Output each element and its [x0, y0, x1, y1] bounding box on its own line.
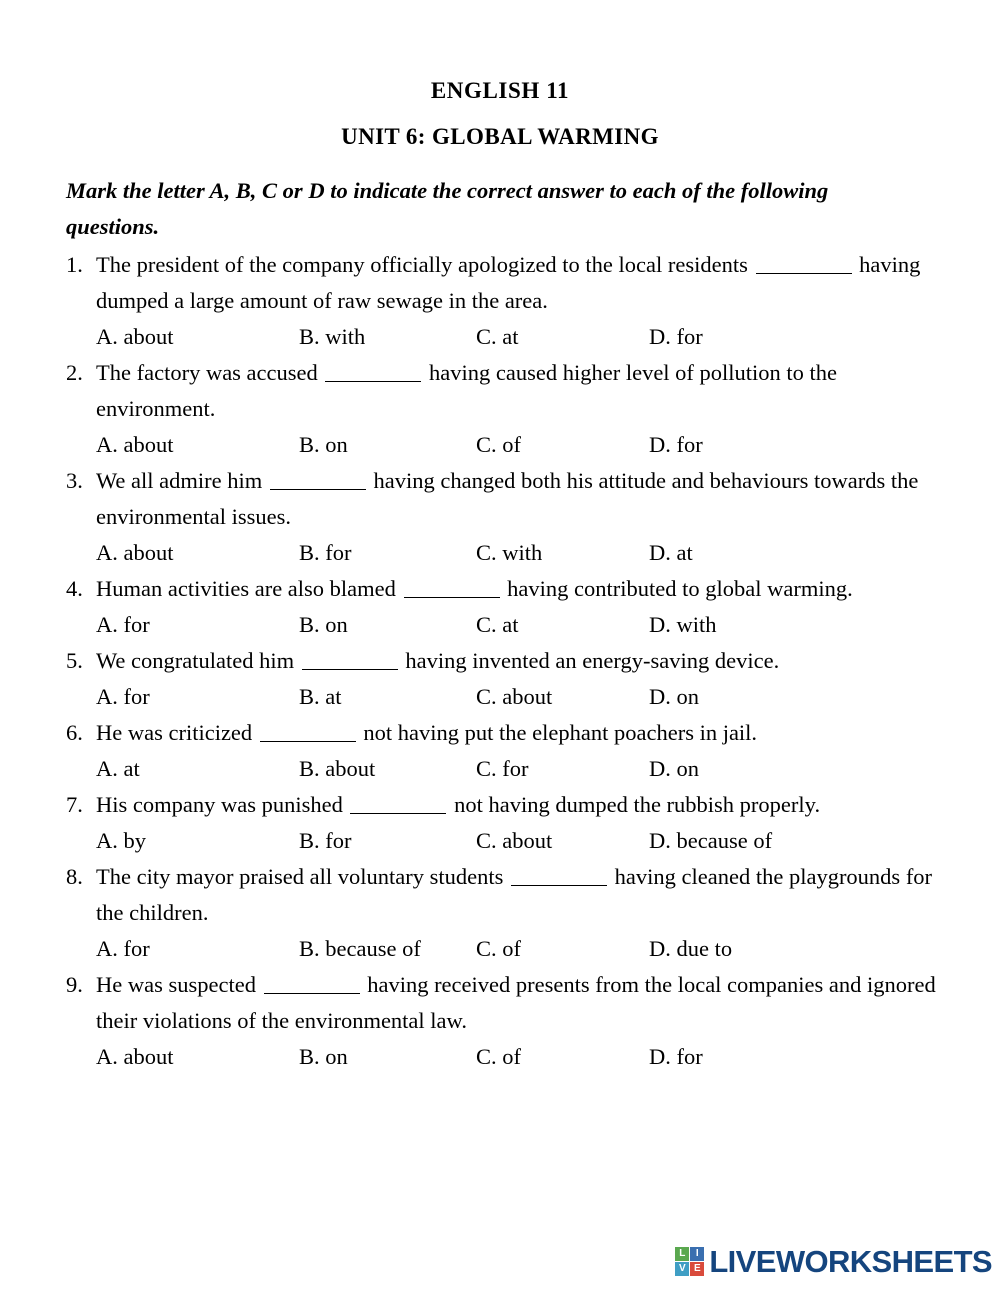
question-options — [66, 751, 960, 787]
question-text-after: having cleaned the playgrounds for the children. — [96, 864, 933, 926]
option-c[interactable]: C. with — [476, 540, 543, 566]
question-number: 7. — [66, 792, 83, 818]
question-text — [66, 967, 960, 1039]
option-a[interactable]: A. for — [96, 612, 150, 638]
question-text-after: having received presents from the local companies and ignored their violations of the environmental law. — [96, 972, 936, 1034]
option-d[interactable]: D. on — [649, 684, 699, 710]
option-c[interactable]: C. about — [476, 828, 553, 854]
question-text — [66, 859, 960, 931]
answer-blank[interactable] — [350, 792, 446, 814]
option-c[interactable]: C. of — [476, 432, 521, 458]
option-a[interactable]: A. about — [96, 540, 174, 566]
question-options — [66, 535, 960, 571]
answer-blank[interactable] — [260, 720, 356, 742]
question-text-before: We all admire him — [96, 468, 263, 494]
liveworksheets-logo[interactable] — [675, 1246, 992, 1277]
option-c[interactable]: C. for — [476, 756, 529, 782]
question-text-before: The city mayor praised all voluntary students — [96, 864, 504, 890]
question-number: 5. — [66, 648, 83, 674]
option-c[interactable]: C. of — [476, 1044, 521, 1070]
option-a[interactable]: A. by — [96, 828, 146, 854]
question-text — [66, 643, 960, 679]
option-b[interactable]: B. about — [299, 756, 376, 782]
question-text-before: The president of the company officially apologized to the local residents — [96, 252, 748, 278]
question-text-after: having changed both his attitude and behaviours towards the environmental issues. — [96, 468, 919, 530]
liveworksheets-logo-icon — [675, 1247, 704, 1276]
question-options — [66, 319, 960, 355]
question-text — [66, 715, 960, 751]
question-options — [66, 823, 960, 859]
question-text-after: having caused higher level of pollution to the environment. — [96, 360, 838, 422]
question-number: 2. — [66, 360, 83, 386]
answer-blank[interactable] — [264, 972, 360, 994]
question-options — [66, 1039, 960, 1075]
question-number: 3. — [66, 468, 83, 494]
logo-cell-l: L — [675, 1247, 689, 1261]
page-subtitle: UNIT 6: GLOBAL WARMING — [341, 124, 659, 150]
option-a[interactable]: A. about — [96, 324, 174, 350]
question-text-after: not having dumped the rubbish properly. — [454, 792, 821, 818]
question-item — [66, 859, 960, 967]
option-c[interactable]: C. about — [476, 684, 553, 710]
question-item — [66, 571, 960, 643]
page-title: ENGLISH 11 — [430, 78, 570, 103]
option-b[interactable]: B. on — [299, 612, 348, 638]
option-d[interactable]: D. on — [649, 756, 699, 782]
answer-blank[interactable] — [325, 360, 421, 382]
answer-blank[interactable] — [511, 864, 607, 886]
question-text-after: having dumped a large amount of raw sewage in the area. — [96, 252, 921, 314]
answer-blank[interactable] — [270, 468, 366, 490]
question-number: 4. — [66, 576, 83, 602]
question-text-after: having invented an energy-saving device. — [405, 648, 780, 674]
option-d[interactable]: D. due to — [649, 936, 733, 962]
question-text — [66, 571, 960, 607]
option-c[interactable]: C. of — [476, 936, 521, 962]
answer-blank[interactable] — [756, 252, 852, 274]
option-d[interactable]: D. at — [649, 540, 693, 566]
question-item — [66, 463, 960, 571]
option-a[interactable]: A. about — [96, 432, 174, 458]
question-text-before: His company was punished — [96, 792, 343, 818]
question-number: 9. — [66, 972, 83, 998]
question-text — [66, 463, 960, 535]
question-text-before: He was criticized — [96, 720, 253, 746]
option-b[interactable]: B. on — [299, 432, 348, 458]
answer-blank[interactable] — [404, 576, 500, 598]
option-d[interactable]: D. for — [649, 1044, 703, 1070]
question-text-after: not having put the elephant poachers in jail. — [363, 720, 758, 746]
option-a[interactable]: A. at — [96, 756, 140, 782]
logo-cell-v: V — [675, 1262, 689, 1276]
question-text-before: We congratulated him — [96, 648, 295, 674]
question-text — [66, 247, 960, 319]
question-options — [66, 427, 960, 463]
question-item — [66, 643, 960, 715]
question-text — [66, 355, 960, 427]
option-d[interactable]: D. because of — [649, 828, 773, 854]
question-number: 8. — [66, 864, 83, 890]
option-a[interactable]: A. for — [96, 684, 150, 710]
option-d[interactable]: D. for — [649, 324, 703, 350]
question-options — [66, 931, 960, 967]
question-item — [66, 355, 960, 463]
question-number: 6. — [66, 720, 83, 746]
logo-cell-e: E — [690, 1262, 704, 1276]
answer-blank[interactable] — [302, 648, 398, 670]
question-text-before: He was suspected — [96, 972, 256, 998]
option-d[interactable]: D. for — [649, 432, 703, 458]
question-item — [66, 787, 960, 859]
option-b[interactable]: B. with — [299, 324, 366, 350]
option-b[interactable]: B. for — [299, 540, 352, 566]
logo-cell-i: I — [690, 1247, 704, 1261]
instruction-text: Mark the letter A, B, C or D to indicate the correct answer to each of the following questions. — [66, 177, 829, 240]
question-number: 1. — [66, 252, 83, 278]
page-header — [0, 0, 1000, 150]
option-a[interactable]: A. for — [96, 936, 150, 962]
question-item — [66, 715, 960, 787]
question-text-after: having contributed to global warming. — [507, 576, 853, 602]
questions-list — [0, 247, 1000, 1075]
option-d[interactable]: D. with — [649, 612, 717, 638]
option-b[interactable]: B. at — [299, 684, 342, 710]
option-b[interactable]: B. on — [299, 1044, 348, 1070]
question-item — [66, 247, 960, 355]
liveworksheets-wordmark: LIVEWORKSHEETS — [709, 1244, 992, 1279]
question-text — [66, 787, 960, 823]
option-a[interactable]: A. about — [96, 1044, 174, 1070]
option-c[interactable]: C. at — [476, 612, 519, 638]
question-options — [66, 679, 960, 715]
option-b[interactable]: B. for — [299, 828, 352, 854]
question-item — [66, 967, 960, 1075]
option-b[interactable]: B. because of — [299, 936, 421, 962]
question-text-before: The factory was accused — [96, 360, 318, 386]
question-text-before: Human activities are also blamed — [96, 576, 396, 602]
option-c[interactable]: C. at — [476, 324, 519, 350]
question-options — [66, 607, 960, 643]
